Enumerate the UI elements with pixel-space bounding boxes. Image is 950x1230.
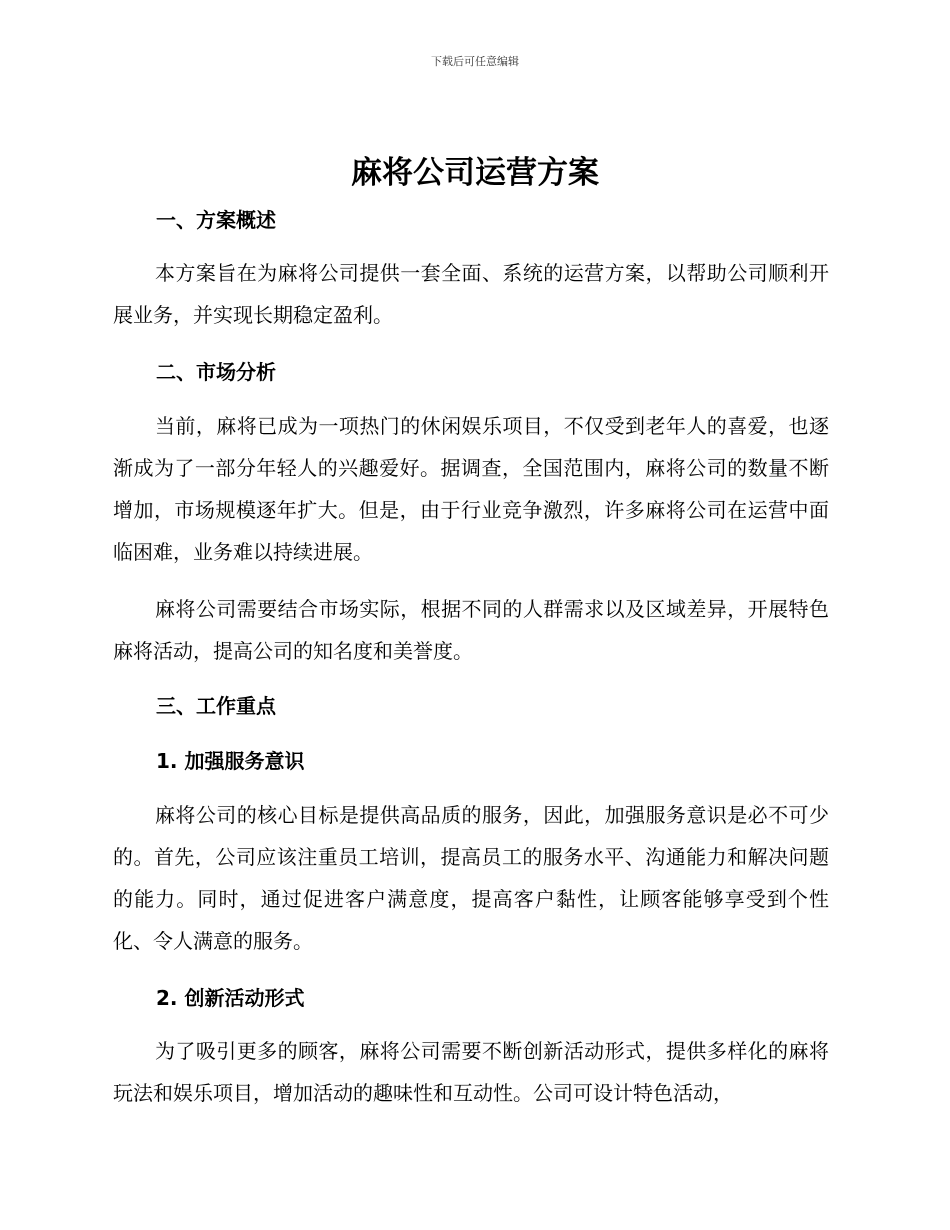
paragraph-service-awareness: 麻将公司的核心目标是提供高品质的服务，因此，加强服务意识是必不可少的。首先，公司应该注重员工培训，提高员工的服务水平、沟通能力和解决问题的能力。同时，通过促进客户满意度，提高客户黏性，让顾客能够享受到个性化、令人满意的服务。 [113,803,829,953]
paragraph-market-analysis-2: 麻将公司需要结合市场实际，根据不同的人群需求以及区域差异，开展特色麻将活动，提高公司的知名度和美誉度。 [113,597,829,663]
paragraph-market-analysis-1: 当前，麻将已成为一项热门的休闲娱乐项目，不仅受到老年人的喜爱，也逐渐成为了一部分年轻人的兴趣爱好。据调查，全国范围内，麻将公司的数量不断增加，市场规模逐年扩大。但是，由于行业竞争激烈，许多麻将公司在运营中面临困难，业务难以持续进展。 [113,414,829,564]
document-title: 麻将公司运营方案 [351,155,599,191]
section-heading-market-analysis: 二、市场分析 [156,360,276,384]
subheading-innovative-activities: 2. 创新活动形式 [156,986,305,1010]
subheading-service-awareness: 1. 加强服务意识 [156,749,305,773]
page-header-note: 下载后可任意编辑 [431,55,519,68]
paragraph-innovative-activities: 为了吸引更多的顾客，麻将公司需要不断创新活动形式，提供多样化的麻将玩法和娱乐项目，增加活动的趣味性和互动性。公司可设计特色活动， [113,1039,829,1105]
section-heading-work-focus: 三、工作重点 [156,694,276,718]
paragraph-overview: 本方案旨在为麻将公司提供一套全面、系统的运营方案，以帮助公司顺利开展业务，并实现长期稳定盈利。 [113,261,829,327]
section-heading-overview: 一、方案概述 [156,208,276,232]
